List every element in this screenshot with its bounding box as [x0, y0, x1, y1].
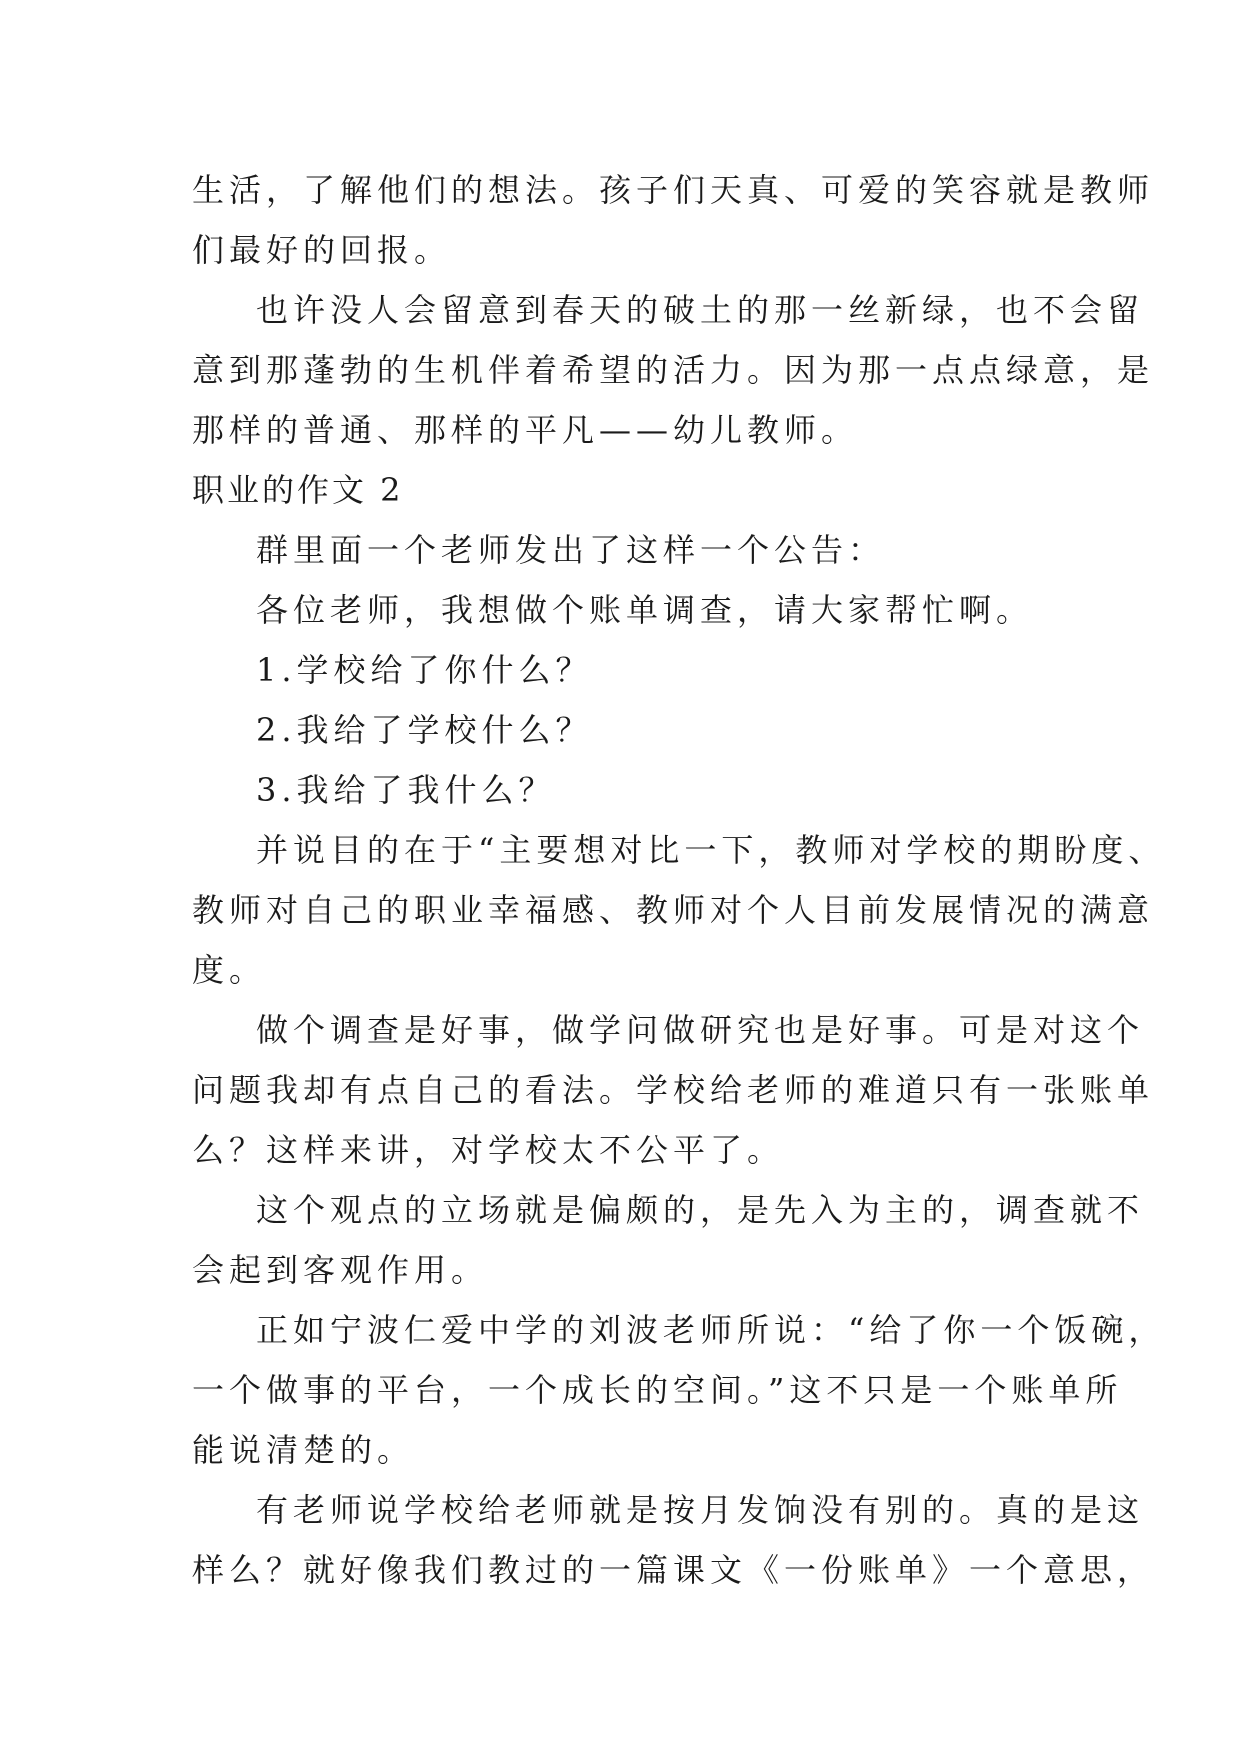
text-line: 样么？就好像我们教过的一篇课文《一份账单》一个意思，: [192, 1551, 1155, 1589]
text-line: 能说清楚的。: [192, 1431, 415, 1469]
text-line: 做个调查是好事，做学问做研究也是好事。可是对这个: [256, 1011, 1145, 1049]
text-line: 有老师说学校给老师就是按月发饷没有别的。真的是这: [256, 1491, 1145, 1529]
text-line: 生活，了解他们的想法。孩子们天真、可爱的笑容就是教师: [192, 171, 1155, 209]
text-line: 会起到客观作用。: [192, 1251, 489, 1289]
text-line: 问题我却有点自己的看法。学校给老师的难道只有一张账单: [192, 1071, 1155, 1109]
text-line: 也许没人会留意到春天的破土的那一丝新绿，也不会留: [256, 291, 1145, 329]
text-line: 一个做事的平台，一个成长的空间。”这不只是一个账单所: [192, 1371, 1123, 1409]
list-item: 1.学校给了你什么？: [256, 651, 593, 689]
text-line: 正如宁波仁爱中学的刘波老师所说：“给了你一个饭碗，: [256, 1311, 1166, 1349]
text-line: 教师对自己的职业幸福感、教师对个人目前发展情况的满意: [192, 891, 1155, 929]
text-line: 并说目的在于“主要想对比一下，教师对学校的期盼度、: [256, 831, 1166, 869]
list-item: 2.我给了学校什么？: [256, 711, 593, 749]
text-line: 度。: [192, 951, 267, 989]
text-line: 那样的普通、那样的平凡——幼儿教师。: [192, 411, 859, 449]
text-line: 么？这样来讲，对学校太不公平了。: [192, 1131, 785, 1169]
text-line: 各位老师，我想做个账单调查，请大家帮忙啊。: [256, 591, 1034, 629]
text-line: 群里面一个老师发出了这样一个公告：: [256, 531, 886, 569]
text-line: 们最好的回报。: [192, 231, 452, 269]
document-body: [192, 160, 1166, 1600]
section-heading: 职业的作文 2: [192, 471, 404, 509]
text-line: 这个观点的立场就是偏颇的，是先入为主的，调查就不: [256, 1191, 1145, 1229]
text-line: 意到那蓬勃的生机伴着希望的活力。因为那一点点绿意，是: [192, 351, 1155, 389]
list-item: 3.我给了我什么？: [256, 771, 556, 809]
